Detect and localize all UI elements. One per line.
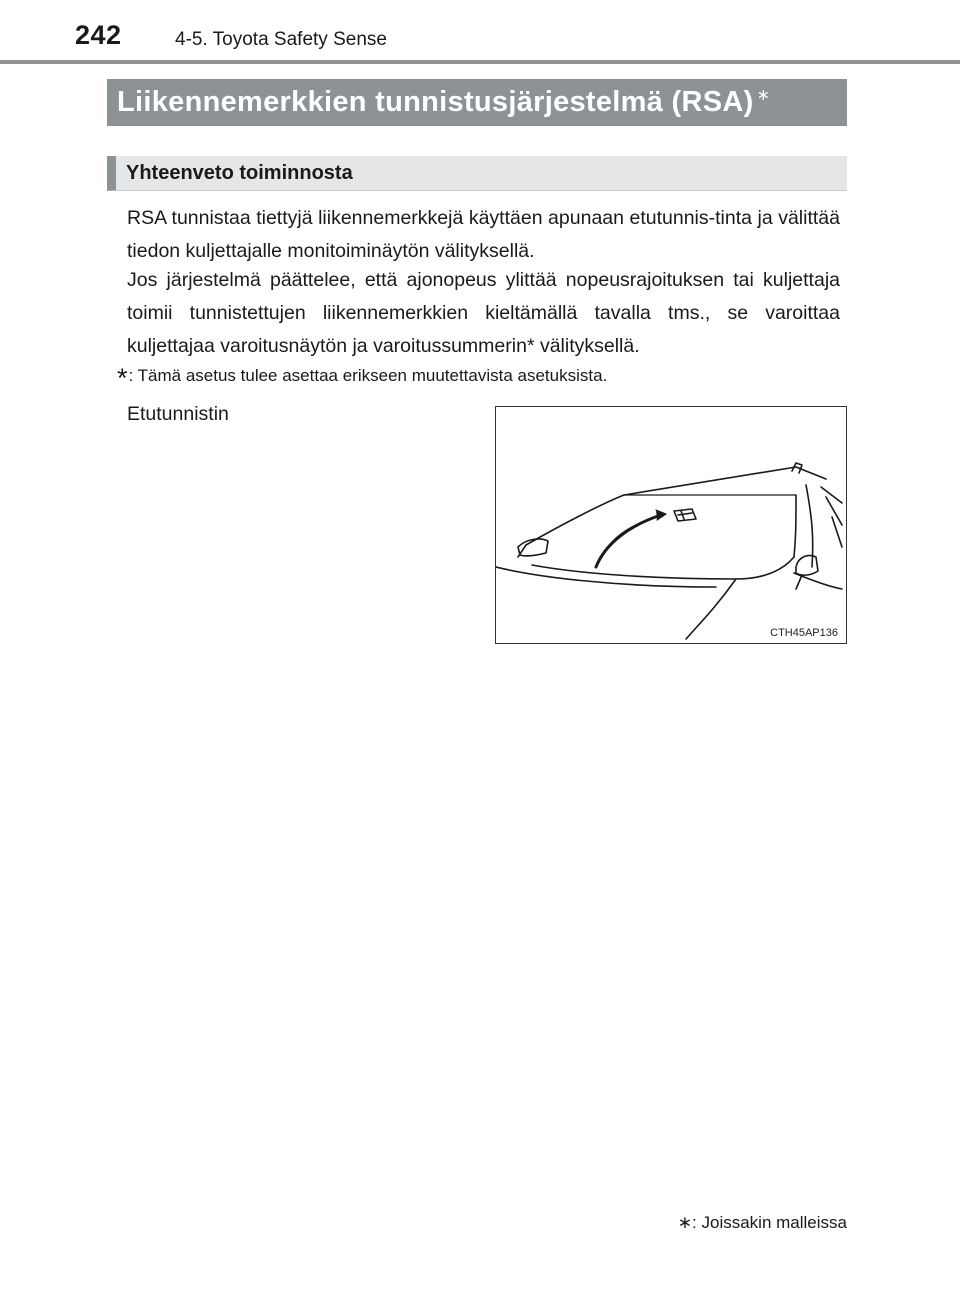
section-title: Liikennemerkkien tunnistusjärjestelmä (RSA) [117,86,754,118]
section-title-marker: ∗ [756,87,771,104]
sensor-label: Etutunnistin [127,403,229,425]
page-footnote-marker: ∗ [677,1213,693,1232]
page-number: 242 [75,20,122,50]
windshield-sensor-illustration-icon [496,407,845,642]
figure-code: CTH45AP136 [770,627,838,639]
body-paragraph-2: Jos järjestelmä päättelee, että ajonopeus ylittää nopeusrajoituksen tai kuljettaja toimii tunnistettujen liikennemerkkien kieltämällä tavalla tms., se varoittaa kuljettajaa varoitusnäytön ja varoitussummerin* välityksellä. [127,269,840,357]
page-footnote [678,1213,847,1233]
footnote [117,362,607,392]
page-footnote-text: : Joissakin malleissa [692,1213,847,1232]
footnote-marker: * [117,363,128,393]
body-paragraph-1: RSA tunnistaa tiettyjä liikennemerkkejä käyttäen apunaan etutunnis-tinta ja välittää tiedon kuljettajalle monitoiminäytön välityksellä. [127,207,840,262]
windshield-sensor-figure [495,406,847,644]
subsection-title: Yhteenveto toiminnosta [126,161,353,184]
subsection-title-bar [107,156,847,191]
footnote-text: : Tämä asetus tulee asettaa erikseen muutettavista asetuksista. [128,366,608,385]
header-rule [0,60,960,64]
section-title-bar [107,79,847,126]
breadcrumb: 4-5. Toyota Safety Sense [175,29,387,50]
